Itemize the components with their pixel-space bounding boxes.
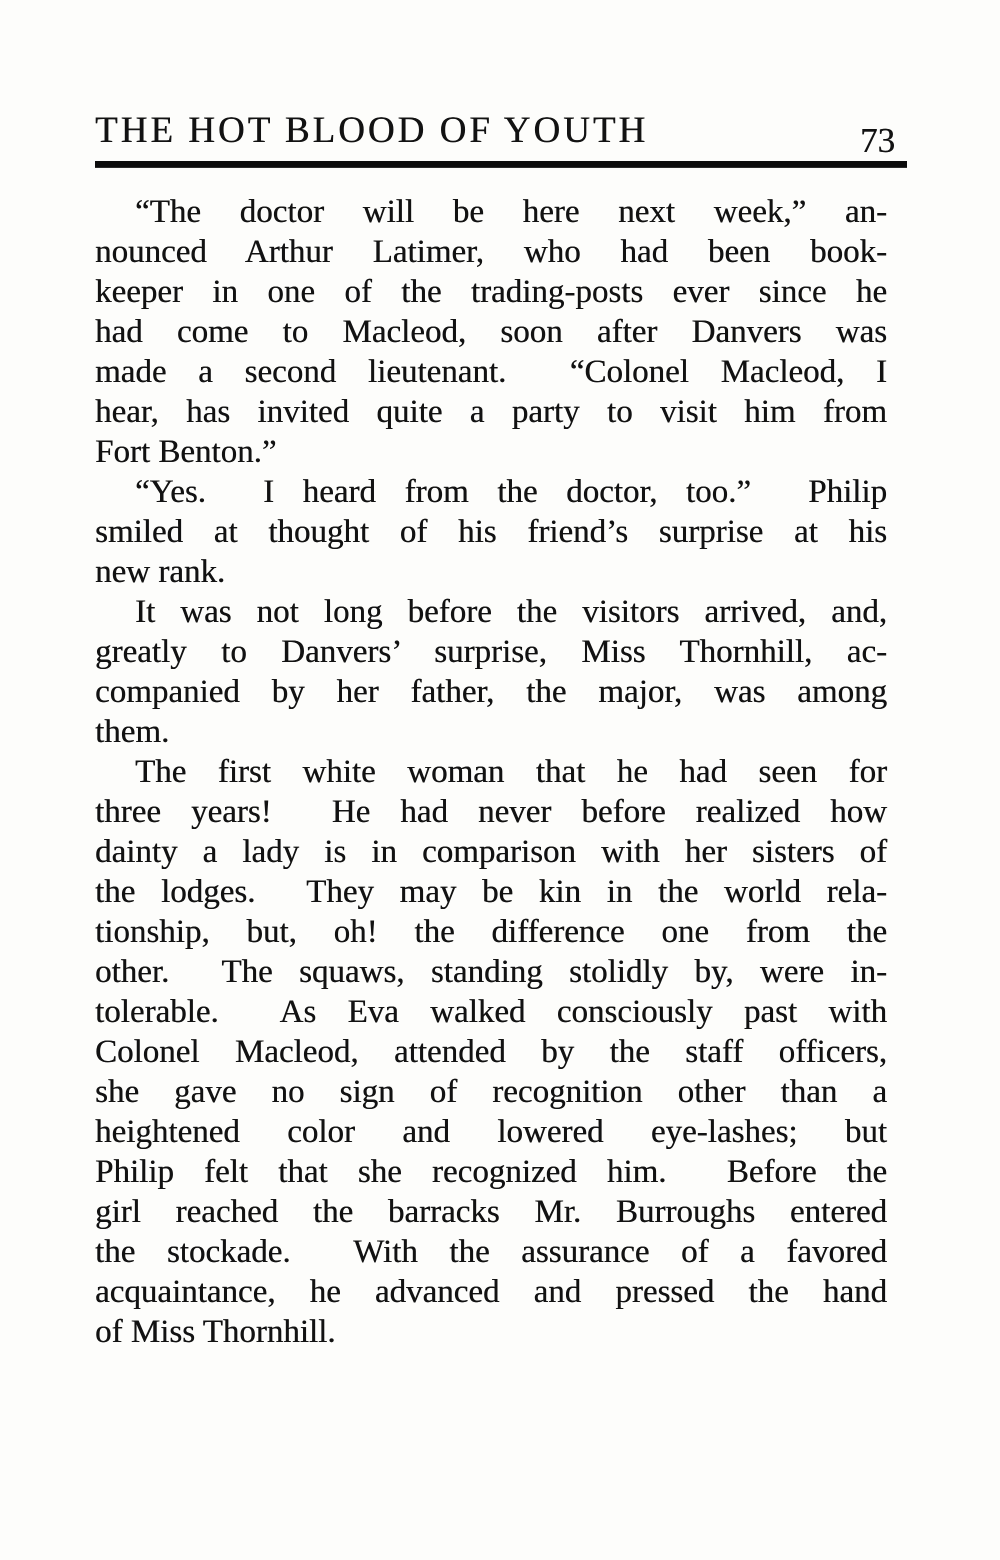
paragraph xyxy=(95,472,887,592)
paragraph xyxy=(95,192,887,472)
text-line: acquaintance, he advanced and pressed the hand xyxy=(95,1274,887,1310)
text-line: dainty a lady is in comparison with her sisters of xyxy=(95,834,887,870)
text-line: them. xyxy=(95,714,170,750)
text-line: the lodges. They may be kin in the world rela- xyxy=(95,874,887,910)
text-line: heightened color and lowered eye-lashes; but xyxy=(95,1114,887,1150)
text-line: of Miss Thornhill. xyxy=(95,1314,336,1350)
text-line: girl reached the barracks Mr. Burroughs entered xyxy=(95,1194,887,1230)
text-line: made a second lieutenant. “Colonel Macleod, I xyxy=(95,354,887,390)
text-line: keeper in one of the trading-posts ever since he xyxy=(95,274,887,310)
header-rule xyxy=(95,161,907,168)
text-line: nounced Arthur Latimer, who had been book- xyxy=(95,234,887,270)
text-line: she gave no sign of recognition other than a xyxy=(95,1074,887,1110)
paragraph xyxy=(95,592,887,752)
text-line: The first white woman that he had seen for xyxy=(135,754,887,790)
page-number: 73 xyxy=(860,121,895,160)
text-line: “The doctor will be here next week,” an- xyxy=(135,194,887,230)
text-line: hear, has invited quite a party to visit him from xyxy=(95,394,887,430)
text-line: Fort Benton.” xyxy=(95,434,277,470)
text-line: companied by her father, the major, was among xyxy=(95,674,887,710)
text-line: greatly to Danvers’ surprise, Miss Thornhill, ac- xyxy=(95,634,887,670)
text-line: other. The squaws, standing stolidly by, were in- xyxy=(95,954,887,990)
paragraph xyxy=(95,752,887,1352)
running-title: THE HOT BLOOD OF YOUTH xyxy=(95,110,649,151)
text-line: Colonel Macleod, attended by the staff officers, xyxy=(95,1034,887,1070)
text-line: tolerable. As Eva walked consciously past with xyxy=(95,994,887,1030)
header-row xyxy=(95,108,907,160)
text-line: “Yes. I heard from the doctor, too.” Philip xyxy=(135,474,887,510)
text-line: the stockade. With the assurance of a favored xyxy=(95,1234,887,1270)
text-line: new rank. xyxy=(95,554,226,590)
page-content xyxy=(95,108,907,1352)
text-line: Philip felt that she recognized him. Before the xyxy=(95,1154,887,1190)
text-line: smiled at thought of his friend’s surprise at his xyxy=(95,514,887,550)
page-header xyxy=(95,108,907,168)
text-block xyxy=(95,192,887,1352)
text-line: tionship, but, oh! the difference one from the xyxy=(95,914,887,950)
text-line: had come to Macleod, soon after Danvers was xyxy=(95,314,887,350)
text-line: three years! He had never before realized how xyxy=(95,794,887,830)
text-line: It was not long before the visitors arrived, and, xyxy=(135,594,887,630)
